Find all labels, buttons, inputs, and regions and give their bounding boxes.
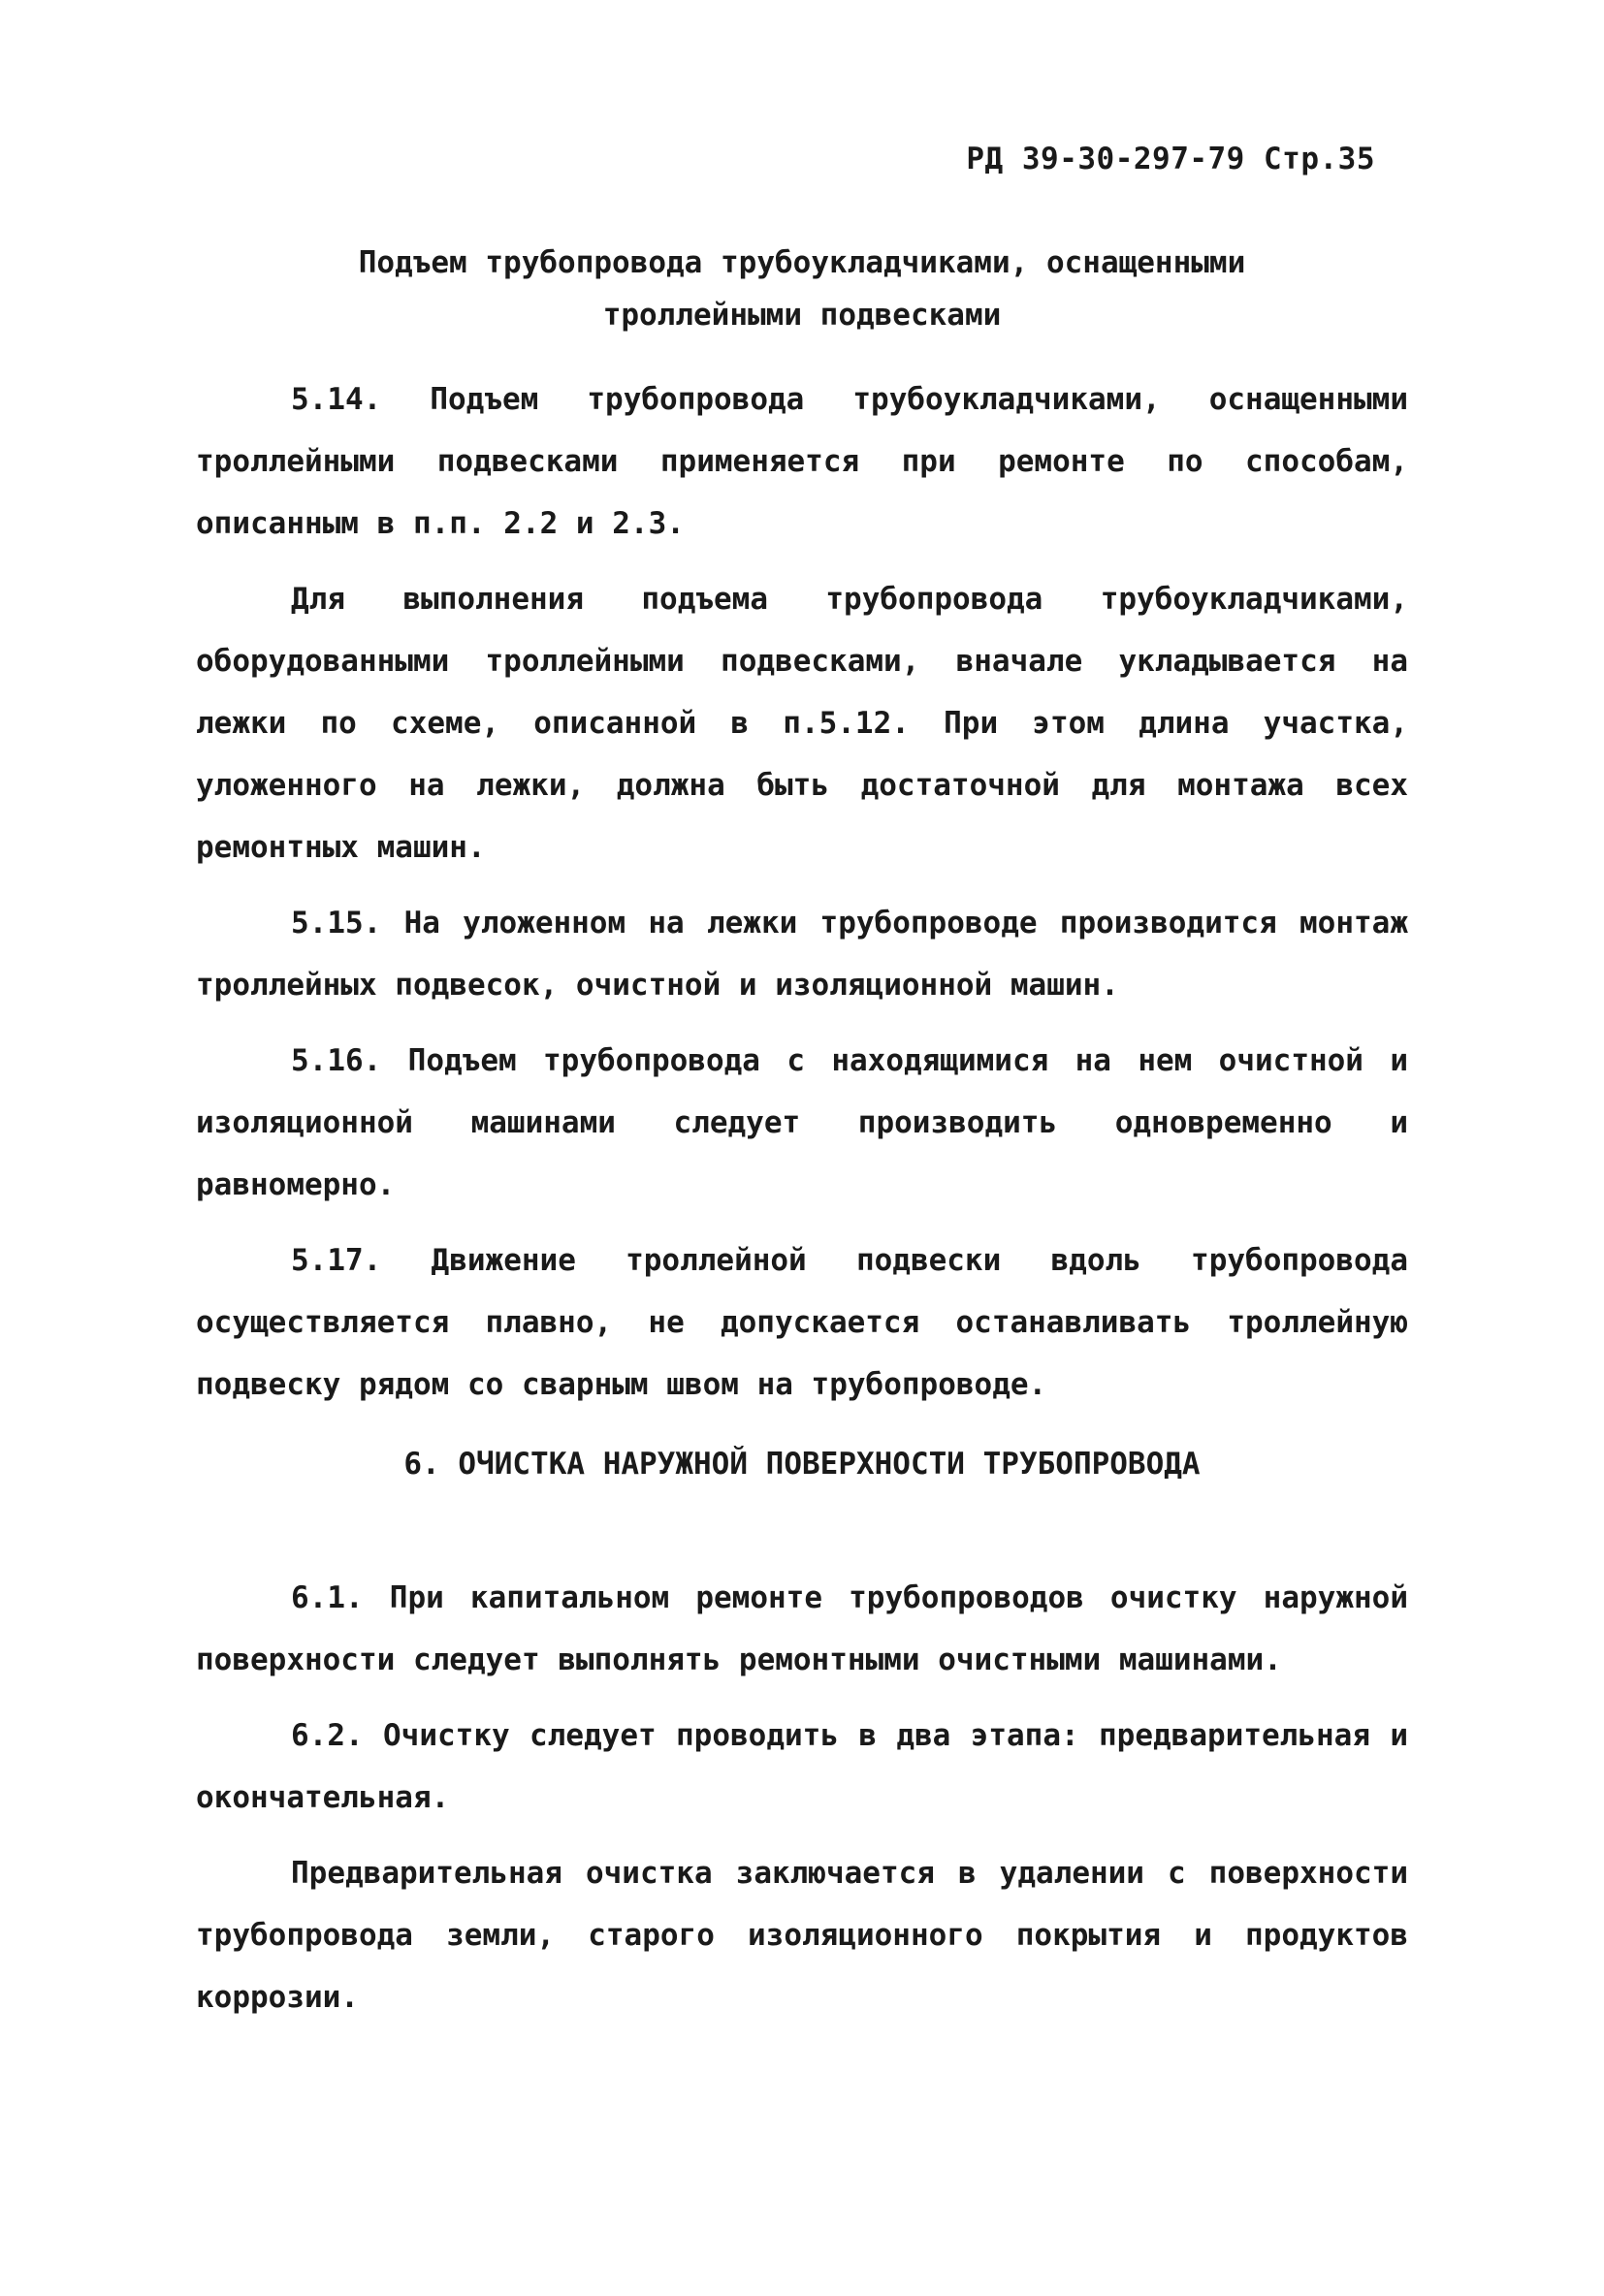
paragraph-5-16: 5.16. Подъем трубопровода с находящимися на нем очистной и изоляционной машинами следует производить одновременно и равномерно. bbox=[196, 1043, 1408, 1202]
section-title-line2: троллейными подвесками bbox=[602, 298, 1002, 333]
section6-body bbox=[196, 1567, 1408, 2028]
paragraph-6-1: 6.1. При капитальном ремонте трубопроводов очистку наружной поверхности следует выполнять ремонтными очистными машинами. bbox=[196, 1580, 1408, 1677]
section-title bbox=[0, 237, 1604, 341]
paragraph-5-14: 5.14. Подъем трубопровода трубоукладчиками, оснащенными троллейными подвесками применяется при ремонте по способам, описанным в п.п. 2.2 и 2.3. bbox=[196, 382, 1408, 541]
paragraph-preliminary-cleaning: Предварительная очистка заключается в удалении с поверхности трубопровода земли, старого изоляционного покрытия и продуктов коррозии. bbox=[196, 1856, 1408, 2015]
section6-heading: 6. ОЧИСТКА НАРУЖНОЙ ПОВЕРХНОСТИ ТРУБОПРОВОДА bbox=[403, 1447, 1201, 1482]
paragraph-5-17: 5.17. Движение троллейной подвески вдоль трубопровода осуществляется плавно, не допускается останавливать троллейную подвеску рядом со сварным швом на трубопроводе. bbox=[196, 1243, 1408, 1402]
section5-body bbox=[196, 368, 1408, 1416]
page-header-code: РД 39-30-297-79 Стр.35 bbox=[966, 142, 1375, 176]
paragraph-5-15: 5.15. На уложенном на лежки трубопроводе производится монтаж троллейных подвесок, очистной и изоляционной машин. bbox=[196, 906, 1408, 1003]
paragraph-lift-preparation: Для выполнения подъема трубопровода трубоукладчиками, оборудованными троллейными подвесками, вначале укладывается на лежки по схеме, описанной в п.5.12. При этом длина участка, уложенного на лежки, должна быть достаточной для монтажа всех ремонтных машин. bbox=[196, 582, 1408, 865]
paragraph-6-2: 6.2. Очистку следует проводить в два этапа: предварительная и окончательная. bbox=[196, 1718, 1408, 1815]
section-title-line1: Подъем трубопровода трубоукладчиками, оснащенными bbox=[358, 245, 1246, 280]
